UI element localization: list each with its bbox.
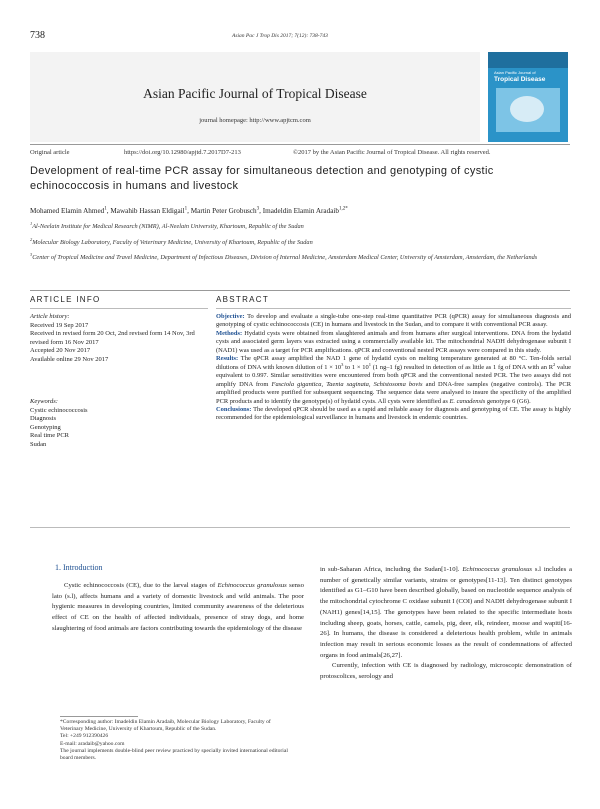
- article-type: Original article: [30, 149, 70, 156]
- keyword-item: Cystic echinococcosis: [30, 406, 88, 414]
- info-underline: [30, 308, 208, 309]
- keyword-item: Diagnosis: [30, 415, 56, 422]
- article-title: Development of real-time PCR assay for simultaneous detection and genotyping of cystic echinococcosis in humans and livestock: [30, 165, 494, 192]
- abstract-conclusions: Conclusions: The developed qPCR should be used as a rapid and reliable assay for diagnosis and genotyping of CE. The assay is highly recommended for the epidemiological surveillance in humans and livestock in endemic countries.: [216, 405, 571, 422]
- author-name: Mawahib Hassan Eldigail: [110, 207, 185, 215]
- header-divider: [30, 144, 570, 145]
- page-number: 738: [30, 30, 45, 41]
- email-link[interactable]: E-mail: aradaib@yahoo.com: [60, 740, 125, 747]
- affiliation: $^2$Molecular Biology Laboratory, Faculty of Veterinary Medicine, University of Khartoum, Republic of the Sudan: [30, 236, 313, 246]
- keyword-item: Real time PCR: [30, 432, 69, 439]
- copyright: ©2017 by the Asian Pacific Journal of Tropical Disease. All rights reserved.: [293, 149, 491, 156]
- intro-paragraph: Currently, infection with CE is diagnosed by radiology, microscopic demonstration of protoscolices, serology and: [320, 662, 572, 681]
- history-label: Article history:: [30, 313, 70, 320]
- journal-title: Asian Pacific Journal of Tropical Disease: [143, 86, 367, 101]
- author-list: Mohamed Elamin Ahmed$^1$, Mawahib Hassan Eldigail$^1$, Martin Peter Grobusch$^3$, Imadeldin Elamin Aradaib$^{1,2*}$: [30, 206, 348, 215]
- keyword-item: Sudan: [30, 440, 47, 448]
- corresponding-author-note: *Corresponding author: Imadeldin Elamin Aradaib, Molecular Biology Laboratory, Faculty of Veterinary Medicine, University of Khartoum, Republic of the Sudan. Tel: +249 912390426 E-mail: aradaib@yahoo.com The journal implements double-blind peer review practiced by specially invited international editorial board members.: [60, 719, 292, 762]
- cover-line-2: Tropical Disease: [494, 76, 546, 83]
- abstract-body: [216, 313, 571, 423]
- author-name: Martin Peter Grobusch: [190, 207, 257, 215]
- footnote-divider: [60, 716, 138, 717]
- abstract-methods: Methods: Hydatid cysts were obtained from slaughtered animals and from humans after surgical interventions. DNA from the hydatid cysts and associated germ layers was extracted using a commercially available kit. The mitochondrial NADH dehydrogenase subunit I (NAD1) was used as a target for PCR amplifications. qPCR and conventional nested PCR assays were compared in this study.: [216, 329, 572, 354]
- introduction-heading: 1. Introduction: [55, 563, 103, 572]
- history-item: Received 19 Sep 2017: [30, 321, 89, 329]
- cover-line-1: Asian Pacific Journal of: [494, 70, 536, 75]
- abstract-objective: Objective: To develop and evaluate a single-tube one-step real-time quantitative PCR (qPCR) assay for simultaneous diagnosis and genotyping of cystic echinococcosis (CE) in humans and livestock in the Sudan, and to compare it with conventional PCR assay.: [216, 313, 571, 329]
- author-name: Mohamed Elamin Ahmed: [30, 207, 105, 215]
- intro-paragraph: Cystic echinococcosis (CE), due to the larval stages of Echinococcus granulosus senso lato (s.l), affects humans and a variety of domestic livestock and wild animals. The poor hygienic measures in developing countries, limited community awareness of the deleterious effect of CE on the health of affected individuals, presence of stray dogs, and home slaughtering of food animals are factors contributing towards the epidemiology of the disease: [52, 582, 304, 632]
- keywords: [30, 398, 208, 449]
- history-item: Received in revised form 20 Oct, 2nd revised form 14 Nov, 3rd revised form 16 Nov 2017: [30, 330, 195, 346]
- author-name: Imadeldin Elamin Aradaib: [262, 207, 339, 215]
- intro-paragraph: in sub-Saharan Africa, including the Sudan[1-10]. Echinococcus granulosus s.l includes a number of genetically similar variants, strains or genotypes[11-13]. Ten distinct genotypes identified as G1–G10 have been described globally, based on nucleotide sequence analysis of the mitochondrial cytochrome C oxidase subunit I (COI) and NADH dehydrogenase subunit I (NAH1) genes[14,15]. The genotypes have been related to the specific intermediate hosts including sheep, goats, horses, cattle, camels, pig, deer, elk, reindeer, moose and wapiti[16-26]. In humans, the disease is considered a deleterious health problem, while in animals infection may result in serious economic losses as the result of condemnations of affected organs in food animals[26,27].: [320, 566, 573, 659]
- affiliation: $^3$Center of Tropical Medicine and Travel Medicine, Department of Infectious Diseases, Division of Internal Medicine, Amsterdam Medical Center, University of Amsterdam, Amsterdam, the Netherlands: [30, 251, 538, 261]
- abstract-underline: [216, 308, 571, 309]
- section-divider: [30, 290, 570, 291]
- affiliation: $^1$Al-Neelain Institute for Medical Research (NIMR), Al-Neelain University, Khartoum, Republic of the Sudan: [30, 220, 304, 230]
- keyword-item: Genotyping: [30, 423, 61, 431]
- history-item: Accepted 20 Nov 2017: [30, 347, 91, 354]
- keywords-label: Keywords:: [30, 398, 58, 405]
- intro-left-column: [52, 581, 304, 635]
- abstract-heading: ABSTRACT: [216, 295, 270, 304]
- journal-homepage: journal homepage: http://www.apjtcm.com: [199, 117, 311, 124]
- journal-cover-image: [488, 52, 568, 142]
- article-info-heading: ARTICLE INFO: [30, 295, 101, 304]
- running-head: Asian Pac J Trop Dis 2017; 7(12): 738-743: [232, 33, 328, 39]
- article-history: [30, 313, 208, 364]
- intro-right-column: [320, 565, 572, 683]
- abstract-results: Results: The qPCR assay amplified the NAD 1 gene of hydatid cysts on melting temperature generated at 80 °C. Ten-folds serial dilutions of DNA with known dilution of $1 \times 10^3$ to $1 \times 10^1$ (1 ng–1 fg) resulted in detection of as little as 1 fg of DNA with an $R^2$ value equivalent to 0.997. Similar sensitivities were encountered from both qPCR and the conventional nested PCR. The two assays did not amplify DNA from Fasciola gigantica, Taenia saginata, Schistosoma bovis and DNA-free samples (negative controls). The PCR amplified products were purified for subsequent sequencing. The sequence data were analysed to insure the specificity of the amplified PCR products and to identify the genotype(s) of hydatid cysts. All cysts were identified as E. canadensis genotype 6 (G6).: [216, 355, 572, 405]
- abstract-divider: [30, 527, 570, 528]
- doi-link[interactable]: https://doi.org/10.12980/apjtd.7.2017D7-213: [124, 149, 241, 156]
- history-item: Available online 29 Nov 2017: [30, 355, 109, 363]
